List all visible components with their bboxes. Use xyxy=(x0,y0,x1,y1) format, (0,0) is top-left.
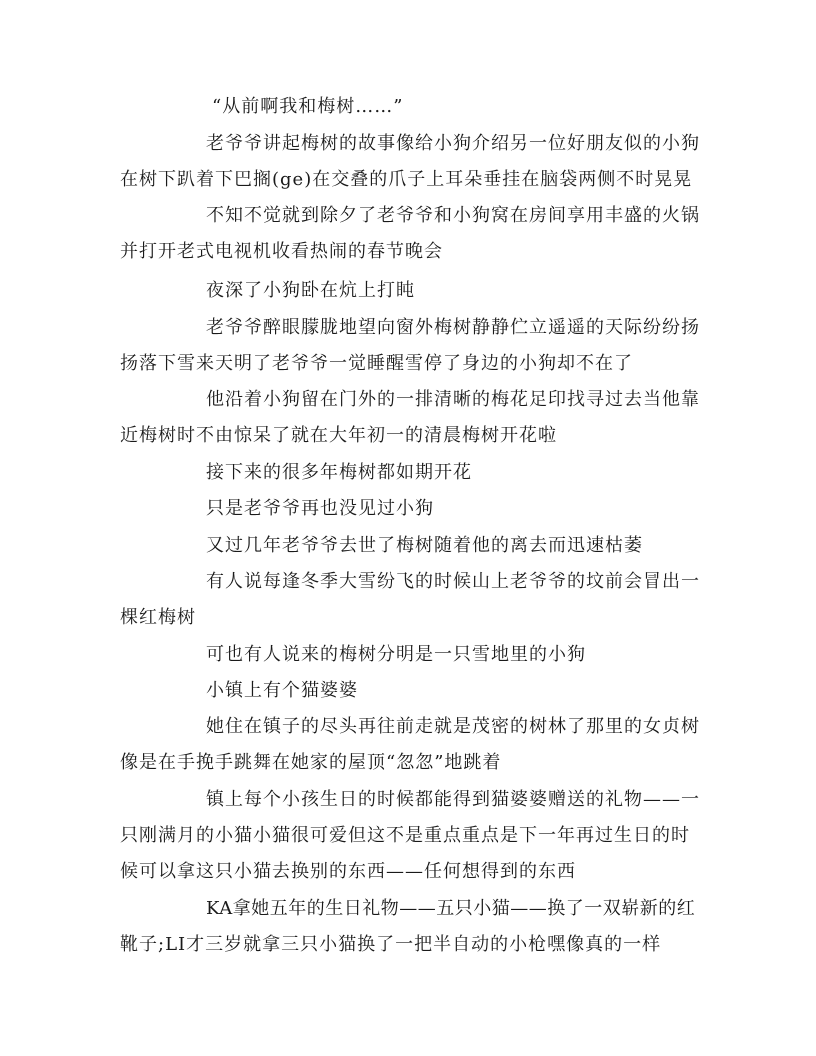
text-line: 老爷爷醉眼朦胧地望向窗外梅树静静伫立遥遥的天际纷纷扬 xyxy=(206,317,700,338)
text-line: 镇上每个小孩生日的时候都能得到猫婆婆赠送的礼物——一 xyxy=(206,789,700,810)
text-line: “从前啊我和梅树……” xyxy=(212,96,404,117)
text-line: 只是老爷爷再也没见过小狗 xyxy=(206,498,434,519)
text-line: 棵红梅树 xyxy=(120,607,196,628)
text-line: 不知不觉就到除夕了老爷爷和小狗窝在房间享用丰盛的火锅 xyxy=(206,205,700,226)
text-line: 扬落下雪来天明了老爷爷一觉睡醒雪停了身边的小狗却不在了 xyxy=(120,353,633,374)
text-line: 像是在手挽手跳舞在她家的屋顶“忽忽”地跳着 xyxy=(120,752,502,773)
text-line: KA拿她五年的生日礼物——五只小猫——换了一双崭新的红 xyxy=(206,898,696,919)
text-line: 小镇上有个猫婆婆 xyxy=(206,680,358,701)
text-line: 老爷爷讲起梅树的故事像给小狗介绍另一位好朋友似的小狗 xyxy=(206,133,700,154)
text-line: 靴子;LI才三岁就拿三只小猫换了一把半自动的小枪嘿像真的一样 xyxy=(120,934,662,955)
text-line: 又过几年老爷爷去世了梅树随着他的离去而迅速枯萎 xyxy=(206,535,643,556)
text-line: 可也有人说来的梅树分明是一只雪地里的小狗 xyxy=(206,644,586,665)
text-line: 在树下趴着下巴搁(ge)在交叠的爪子上耳朵垂挂在脑袋两侧不时晃晃 xyxy=(120,169,693,190)
text-line: 夜深了小狗卧在炕上打盹 xyxy=(206,280,415,301)
text-line: 有人说每逢冬季大雪纷飞的时候山上老爷爷的坟前会冒出一 xyxy=(206,571,700,592)
text-line: 接下来的很多年梅树都如期开花 xyxy=(206,462,472,483)
text-line: 候可以拿这只小猫去换别的东西——任何想得到的东西 xyxy=(120,861,576,882)
text-line: 只刚满月的小猫小猫很可爱但这不是重点重点是下一年再过生日的时 xyxy=(120,825,690,846)
text-line: 近梅树时不由惊呆了就在大年初一的清晨梅树开花啦 xyxy=(120,425,557,446)
text-line: 她住在镇子的尽头再往前走就是茂密的树林了那里的女贞树 xyxy=(206,716,700,737)
text-line: 并打开老式电视机收看热闹的春节晚会 xyxy=(120,241,443,262)
text-line: 他沿着小狗留在门外的一排清晰的梅花足印找寻过去当他靠 xyxy=(206,389,700,410)
